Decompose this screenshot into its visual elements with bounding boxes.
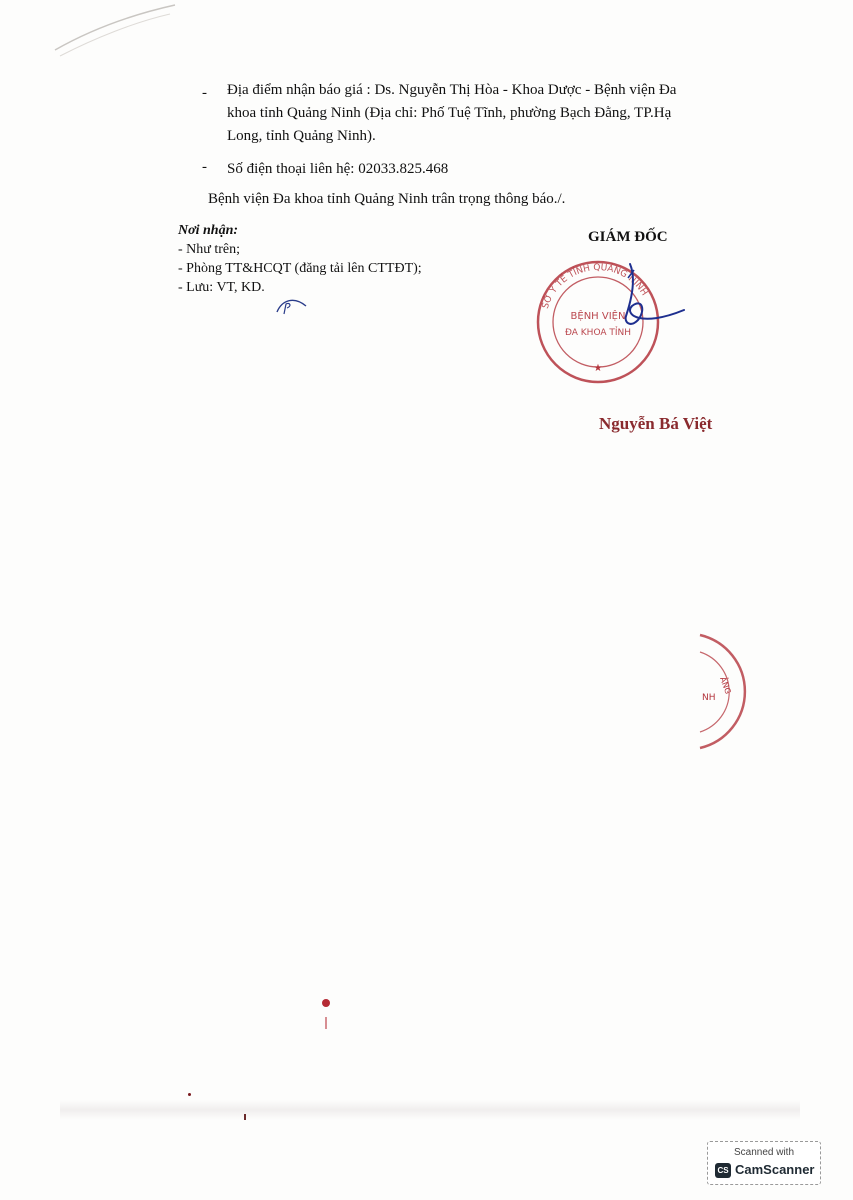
recipients-block <box>178 221 422 297</box>
badge-caption: Scanned with <box>733 1147 795 1158</box>
svg-text:ĐA KHOA TỈNH: ĐA KHOA TỈNH <box>564 328 632 338</box>
stray-mark <box>244 1114 246 1120</box>
bullet-1-line-3: Long, tỉnh Quảng Ninh). <box>227 128 376 144</box>
recipient-item: - Phòng TT&HCQT (đăng tải lên CTTĐT); <box>178 261 422 276</box>
bullet-dash-2: - <box>202 159 207 175</box>
corner-scuff-mark <box>50 0 180 70</box>
director-title: GIÁM ĐỐC <box>588 229 668 245</box>
recipient-item: - Như trên; <box>178 242 241 257</box>
recipients-heading: Nơi nhận: <box>178 223 239 238</box>
contact-phone: Số điện thoại liên hệ: 02033.825.468 <box>227 161 449 177</box>
stray-mark <box>188 1093 191 1096</box>
svg-text:★: ★ <box>593 363 603 374</box>
closing-statement: Bệnh viện Đa khoa tỉnh Quảng Ninh trân trọng thông báo./. <box>208 191 566 207</box>
partial-seal-margin <box>690 630 750 755</box>
scan-shadow <box>60 1100 800 1120</box>
recipient-item: - Lưu: VT, KD. <box>178 280 265 295</box>
ink-smudge <box>320 997 332 1037</box>
svg-text:BỆNH VIỆN: BỆNH VIỆN <box>570 311 626 322</box>
handwritten-signature <box>590 258 690 358</box>
bullet-1-line-1: Địa điểm nhận báo giá : Ds. Nguyễn Thị Hòa - Khoa Dược - Bệnh viện Đa <box>227 82 677 98</box>
initials-mark <box>272 294 312 316</box>
bullet-1-text <box>227 79 747 148</box>
badge-brand: CamScanner <box>735 1162 815 1177</box>
bullet-dash-1: - <box>202 85 207 101</box>
svg-text:ẢNG: ẢNG <box>718 675 733 696</box>
svg-text:SỞ Y TẾ TỈNH QUẢNG NINH: SỞ Y TẾ TỈNH QUẢNG NINH <box>540 262 650 311</box>
camscanner-logo-icon: CS <box>715 1163 731 1178</box>
signer-name: Nguyễn Bá Việt <box>599 414 713 433</box>
camscanner-badge <box>707 1141 821 1185</box>
bullet-1-line-2: khoa tỉnh Quảng Ninh (Địa chỉ: Phố Tuệ Tĩnh, phường Bạch Đằng, TP.Hạ <box>227 105 672 121</box>
svg-text:NH: NH <box>702 693 716 703</box>
